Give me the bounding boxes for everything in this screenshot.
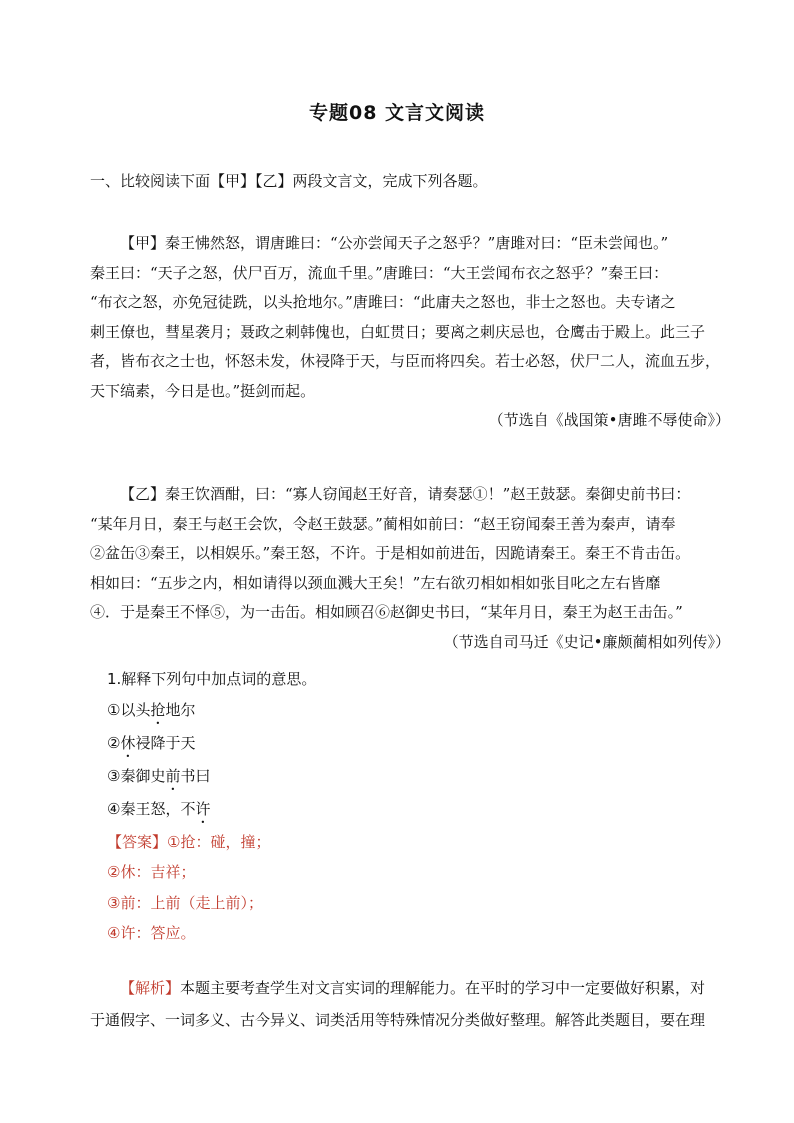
item-prefix: ④秦王怒，不 — [107, 799, 196, 818]
passage-jia-line: 天下缟素，今日是也。”挺剑而起。 — [90, 381, 316, 400]
item-prefix: ② — [107, 733, 121, 752]
item-prefix: ③秦御史 — [107, 766, 166, 785]
marked-word: 抢 — [150, 700, 166, 719]
marked-word: 休 — [120, 733, 136, 752]
question-item — [107, 728, 316, 761]
passage-jia — [90, 229, 730, 436]
passage-yi-line: ④．于是秦王不怿⑤，为一击缶。相如顾召⑥赵御史书曰，“某年月日，秦王为赵王击缶。” — [90, 603, 683, 621]
analysis-text: 本题主要考查学生对文言实词的理解能力。在平时的学习中一定要做好积累，对 — [180, 979, 706, 997]
passage-jia-source: （节选自《战国策•唐雎不辱使命》） — [488, 411, 730, 429]
page-title: 专题08 文言文阅读 — [308, 102, 486, 124]
marked-word: 前 — [165, 766, 181, 785]
passage-jia-line: 刺王僚也，彗星袭月；聂政之刺韩傀也，白虹贯日；要离之刺庆忌也，仓鹰击于殿上。此三子 — [90, 322, 706, 341]
passage-jia-line: “布衣之怒，亦免冠徒跣，以头抢地尔。”唐雎曰：“此庸夫之怒也，非士之怒也。夫专诸之 — [90, 293, 676, 311]
passage-yi-line: 【乙】秦王饮酒酣，曰：“寡人窃闻赵王好音，请奏瑟①！”赵王鼓瑟。秦御史前书曰： — [120, 485, 691, 503]
answer-text: ②休：吉祥； — [107, 863, 196, 881]
question-1 — [107, 664, 316, 949]
passage-yi — [90, 480, 730, 657]
answer-text: ④许：答应。 — [107, 924, 196, 942]
item-suffix: 地尔 — [165, 700, 196, 719]
answer-text: ③前：上前（走上前）； — [107, 893, 263, 912]
analysis-line — [90, 972, 730, 1004]
item-suffix: 书曰 — [180, 766, 211, 785]
passage-jia-line: 秦王曰：“天子之怒，伏尸百万，流血千里。”唐雎曰：“大王尝闻布衣之怒乎？”秦王曰： — [90, 263, 669, 282]
analysis-line: 于通假字、一词多义、古今异义、词类活用等特殊情况分类做好整理。解答此类题目，要在理 — [90, 1011, 706, 1029]
passage-yi-line: ②盆缶③秦王，以相娱乐。”秦王怒，不许。于是相如前进缶，因跪请秦王。秦王不肯击缶。 — [90, 544, 691, 562]
question-item — [107, 794, 316, 827]
analysis-section — [90, 972, 730, 1036]
answer-tag: 【答案】 — [107, 832, 168, 851]
question-item — [107, 761, 316, 794]
item-prefix: ①以头 — [107, 700, 151, 719]
question-item — [107, 695, 316, 728]
question-intro: 一、比较阅读下面【甲】【乙】两段文言文，完成下列各题。 — [90, 172, 488, 190]
passage-yi-source: （节选自司马迁《史记•廉颇蔺相如列传》） — [443, 632, 730, 651]
passage-jia-line: 者，皆布衣之士也，怀怒未发，休祲降于天，与臣而将四矣。若士必怒，伏尸二人，流血五步， — [90, 352, 721, 370]
marked-word: 许 — [195, 799, 211, 818]
answer-text: ①抢：碰，撞； — [167, 832, 271, 851]
passage-yi-line: 相如曰：“五步之内，相如请得以颈血溅大王矣！”左右欲刃相如相如张目叱之左右皆靡 — [90, 573, 661, 592]
analysis-tag: 【解析】 — [120, 979, 181, 997]
question-prompt: 1.解释下列句中加点词的意思。 — [107, 670, 317, 688]
answer-line — [107, 827, 316, 858]
passage-yi-line: “某年月日，秦王与赵王会饮，令赵王鼓瑟。”蔺相如前曰：“赵王窃闻秦王善为秦声，请奉 — [90, 514, 676, 533]
item-suffix: 祲降于天 — [135, 733, 196, 752]
passage-jia-line: 【甲】秦王怫然怒，谓唐雎曰：“公亦尝闻天子之怒乎？”唐雎对曰：“臣未尝闻也。” — [120, 234, 669, 252]
